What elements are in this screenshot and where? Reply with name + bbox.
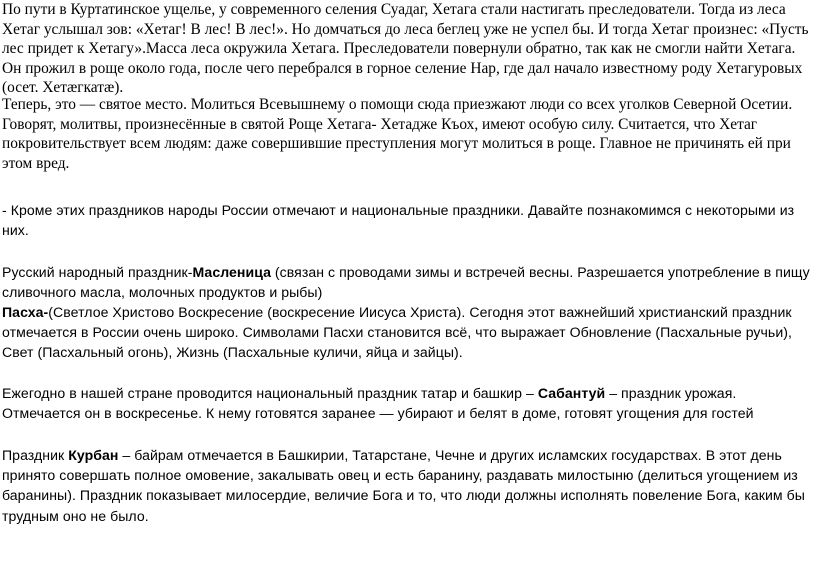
paragraph-sacred-grove: Теперь, это — святое место. Молиться Всевышнему о помощи сюда приезжают люди со всех уголков Северной Осетии. Говорят, молитвы, произнесённые в святой Роще Хетага- Хетадже Къох, имеют особую силу. Считается, что Хетаг покровительствует всем людям: даже совершившие преступления могут молиться в роще. Главное не причинять ей при этом вред. xyxy=(2,96,793,172)
sabantuy-text: – праздник урожая. Отмечается он в воскресенье. К нему готовятся заранее — убирают и белят в доме, готовят угощения для гостей xyxy=(2,385,754,422)
paragraph-kurban xyxy=(2,445,812,526)
paragraph-intro-national-holidays: - Кроме этих праздников народы России отмечают и национальные праздники. Давайте познакомимся с некоторыми из них. xyxy=(2,202,795,239)
kurban-name: Курбан xyxy=(68,447,119,463)
paragraph-khetag-legend: По пути в Куртатинское ущелье, у современного селения Суадаг, Хетага стали настигать преследователи. Тогда из леса Хетаг услышал зов: «Хетаг! В лес! В лес!». Но домчаться до леса беглец уже не успел бы. И тогда Хетаг произнес: «Пусть лес придет к Хетагу».Масса леса окружила Хетага. Преследователи повернули обратно, так как не смогли найти Хетага. Он прожил в роще около года, после чего перебрался в горное селение Нар, где дал начало известному роду Хетагуровых (осет. Хетæгкатæ). xyxy=(2,1,809,97)
maslenitsa-prefix: Русский народный праздник- xyxy=(2,264,193,280)
sabantuy-name: Сабантуй xyxy=(537,385,606,401)
sabantuy-prefix: Ежегодно в нашей стране проводится национальный праздник татар и башкир – xyxy=(2,385,538,401)
pasha-name: Пасха- xyxy=(2,304,49,320)
pasha-text: (Светлое Христово Воскресение (воскресение Иисуса Христа). Сегодня этот важнейший христианский праздник отмечается в России очень широко. Символами Пасхи становится всё, что выражает Обновление (Пасхальные ручьи), Свет (Пасхальный огонь), Жизнь (Пасхальные куличи, яйца и зайцы). xyxy=(2,304,792,361)
paragraph-pasha xyxy=(2,302,812,363)
paragraph-maslenitsa xyxy=(2,262,812,302)
maslenitsa-name: Масленица xyxy=(192,264,271,280)
maslenitsa-text: (связан с проводами зимы и встречей весны. Разрешается употребление в пищу сливочного масла, молочных продуктов и рыбы) xyxy=(2,264,810,301)
kurban-prefix: Праздник xyxy=(2,447,69,463)
kurban-text: – байрам отмечается в Башкирии, Татарстане, Чечне и других исламских государствах. В этот день принято совершать полное омовение, закалывать овец и есть баранину, раздавать милостыню (делиться угощением из баранины). Праздник показывает милосердие, величие Бога и то, что люди должны исполнять повеление Бога, каким бы трудным оно не было. xyxy=(2,447,805,524)
paragraph-sabantuy xyxy=(2,383,812,423)
